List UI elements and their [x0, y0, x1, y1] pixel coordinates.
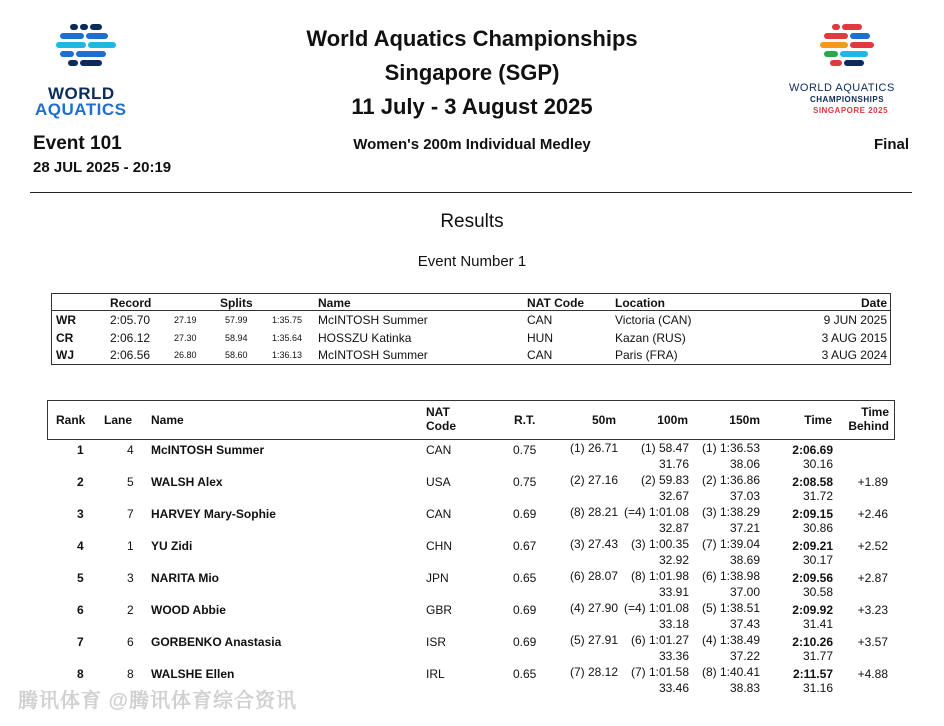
result-m50: (4) 27.90 [569, 601, 618, 615]
records-header-name: Name [318, 296, 351, 310]
record-s3: 1:35.64 [272, 333, 303, 343]
result-behind: +3.23 [857, 603, 888, 617]
record-s2: 58.94 [225, 333, 248, 343]
record-s3: 1:35.75 [272, 315, 303, 325]
result-nat: GBR [426, 603, 453, 617]
col-time: Time [804, 413, 832, 427]
result-lane: 5 [127, 475, 134, 489]
logo-text-championships: CHAMPIONSHIPS [810, 95, 885, 104]
event-name: Women's 200m Individual Medley [353, 136, 591, 153]
result-sptime: 30.86 [802, 521, 833, 535]
result-lane: 1 [127, 539, 134, 553]
result-nat: CHN [426, 539, 452, 553]
record-date: 9 JUN 2025 [823, 313, 887, 327]
result-rank: 6 [77, 603, 84, 617]
record-time: 2:06.12 [110, 331, 151, 345]
result-time: 2:10.26 [792, 635, 833, 649]
result-sp100: 32.67 [658, 489, 689, 503]
result-m50: (5) 27.91 [569, 633, 618, 647]
result-lane: 7 [127, 507, 134, 521]
record-nat: CAN [527, 348, 553, 362]
title-location: Singapore (SGP) [384, 60, 560, 85]
result-name: NARITA Mio [151, 571, 219, 585]
result-rank: 5 [77, 571, 84, 585]
record-s2: 58.60 [225, 350, 248, 360]
logo-text-aquatics: AQUATICS [35, 100, 127, 119]
result-m50: (7) 28.12 [569, 665, 618, 679]
result-m150: (7) 1:39.04 [701, 537, 760, 551]
record-date: 3 AUG 2015 [821, 331, 887, 345]
result-time: 2:09.21 [792, 539, 833, 553]
result-nat: CAN [426, 507, 452, 521]
result-lane: 2 [127, 603, 134, 617]
result-row [47, 633, 895, 665]
result-sp150: 38.06 [729, 457, 760, 471]
result-m100: (=4) 1:01.08 [623, 601, 689, 615]
result-behind: +2.46 [857, 507, 888, 521]
result-row [47, 441, 895, 473]
record-name: McINTOSH Summer [318, 313, 428, 327]
results-title: Results [440, 211, 504, 232]
results-header [47, 400, 895, 440]
result-row [47, 505, 895, 537]
result-rt: 0.69 [513, 603, 537, 617]
logo-text-world-aquatics: WORLD AQUATICS [789, 82, 895, 94]
col-rt: R.T. [514, 413, 536, 427]
result-name: YU Zidi [151, 539, 193, 553]
result-row [47, 537, 895, 569]
result-nat: JPN [426, 571, 449, 585]
result-sptime: 30.17 [802, 553, 833, 567]
col-name: Name [151, 413, 184, 427]
event-datetime: 28 JUL 2025 - 20:19 [33, 159, 172, 176]
result-rt: 0.75 [513, 475, 537, 489]
result-sp100: 33.18 [658, 617, 689, 631]
result-nat: USA [426, 475, 451, 489]
col-150m: 150m [729, 413, 760, 427]
result-sptime: 31.77 [802, 649, 833, 663]
records-header-location: Location [615, 296, 665, 310]
result-m50: (6) 28.07 [569, 569, 618, 583]
records-table [51, 293, 891, 365]
result-row [47, 569, 895, 601]
result-rt: 0.65 [513, 667, 537, 681]
result-time: 2:09.92 [792, 603, 833, 617]
record-s1: 26.80 [174, 350, 197, 360]
col-50m: 50m [591, 413, 616, 427]
result-sp150: 37.00 [729, 585, 760, 599]
col-nat-line2: Code [426, 419, 456, 433]
result-behind: +3.57 [857, 635, 888, 649]
result-rank: 7 [77, 635, 84, 649]
result-sptime: 31.72 [802, 489, 833, 503]
records-header-date: Date [860, 296, 887, 310]
result-rank: 3 [77, 507, 84, 521]
result-sp150: 37.22 [729, 649, 760, 663]
result-m100: (1) 58.47 [640, 441, 689, 455]
record-time: 2:06.56 [110, 348, 151, 362]
col-nat-line1: NAT [426, 405, 450, 419]
record-type: CR [56, 331, 74, 345]
record-location: Victoria (CAN) [615, 313, 692, 327]
result-time: 2:09.15 [792, 507, 833, 521]
records-header-splits: Splits [220, 296, 253, 310]
result-sptime: 30.58 [802, 585, 833, 599]
result-time: 2:11.57 [792, 667, 833, 681]
record-nat: HUN [527, 331, 553, 345]
result-behind: +2.52 [857, 539, 888, 553]
result-m100: (6) 1:01.27 [630, 633, 689, 647]
result-m150: (6) 1:38.98 [701, 569, 760, 583]
record-date: 3 AUG 2024 [821, 348, 887, 362]
result-time: 2:06.69 [792, 443, 833, 457]
result-sp100: 31.76 [658, 457, 689, 471]
result-m50: (3) 27.43 [569, 537, 618, 551]
result-sp100: 33.36 [658, 649, 689, 663]
result-sp150: 37.43 [729, 617, 760, 631]
result-nat: ISR [426, 635, 447, 649]
result-sptime: 31.16 [802, 681, 833, 695]
result-m150: (8) 1:40.41 [701, 665, 760, 679]
result-rt: 0.69 [513, 635, 537, 649]
result-sp150: 38.83 [729, 681, 760, 695]
result-m50: (8) 28.21 [569, 505, 618, 519]
result-m100: (7) 1:01.58 [630, 665, 689, 679]
logo-text-world: WORLD [48, 84, 115, 103]
col-behind-line2: Behind [848, 419, 889, 433]
result-sp150: 38.69 [729, 553, 760, 567]
result-behind: +4.88 [857, 667, 888, 681]
result-lane: 6 [127, 635, 134, 649]
result-rt: 0.65 [513, 571, 537, 585]
result-m100: (3) 1:00.35 [630, 537, 689, 551]
header-divider [30, 192, 912, 193]
result-behind: +2.87 [857, 571, 888, 585]
result-sp100: 33.91 [658, 585, 689, 599]
result-rank: 2 [77, 475, 84, 489]
result-name: HARVEY Mary-Sophie [151, 507, 276, 521]
result-rank: 8 [77, 667, 84, 681]
record-name: McINTOSH Summer [318, 348, 428, 362]
result-rt: 0.75 [513, 443, 537, 457]
title-championships: World Aquatics Championships [306, 26, 638, 51]
event-phase: Final [873, 136, 909, 153]
watermark: 腾讯体育 @腾讯体育综合资讯 [18, 690, 298, 712]
result-m150: (3) 1:38.29 [701, 505, 760, 519]
result-m150: (2) 1:36.86 [701, 473, 760, 487]
col-100m: 100m [657, 413, 688, 427]
event-code: Event 101 [33, 133, 122, 154]
result-sptime: 30.16 [802, 457, 833, 471]
result-m50: (1) 26.71 [569, 441, 618, 455]
result-m150: (1) 1:36.53 [701, 441, 760, 455]
col-lane: Lane [104, 413, 133, 427]
records-header-record: Record [110, 296, 152, 310]
result-row [47, 473, 895, 505]
result-time: 2:08.58 [792, 475, 833, 489]
result-rank: 1 [77, 443, 84, 457]
event-number: Event Number 1 [417, 253, 527, 270]
result-lane: 3 [127, 571, 134, 585]
record-location: Paris (FRA) [615, 348, 678, 362]
result-m100: (2) 59.83 [640, 473, 689, 487]
result-nat: IRL [426, 667, 445, 681]
record-type: WR [56, 313, 76, 327]
col-behind-line1: Time [861, 405, 889, 419]
result-sp100: 32.87 [658, 521, 689, 535]
result-name: WALSH Alex [151, 475, 223, 489]
record-s2: 57.99 [225, 315, 248, 325]
result-sp100: 33.46 [658, 681, 689, 695]
col-rank: Rank [56, 413, 86, 427]
result-sp150: 37.21 [729, 521, 760, 535]
record-time: 2:05.70 [110, 313, 151, 327]
record-name: HOSSZU Katinka [318, 331, 412, 345]
result-name: McINTOSH Summer [151, 443, 265, 457]
result-rt: 0.69 [513, 507, 537, 521]
result-m50: (2) 27.16 [569, 473, 618, 487]
result-m150: (4) 1:38.49 [701, 633, 760, 647]
result-behind: +1.89 [857, 475, 888, 489]
record-s1: 27.19 [174, 315, 197, 325]
logo-text-singapore: SINGAPORE 2025 [813, 106, 889, 115]
result-m150: (5) 1:38.51 [701, 601, 760, 615]
result-rt: 0.67 [513, 539, 537, 553]
record-nat: CAN [527, 313, 553, 327]
result-name: WALSHE Ellen [151, 667, 235, 681]
result-row [47, 601, 895, 633]
result-sp100: 32.92 [658, 553, 689, 567]
result-lane: 4 [127, 443, 134, 457]
record-s3: 1:36.13 [272, 350, 303, 360]
result-lane: 8 [127, 667, 134, 681]
result-sp150: 37.03 [729, 489, 760, 503]
result-name: GORBENKO Anastasia [151, 635, 282, 649]
result-name: WOOD Abbie [151, 603, 226, 617]
record-location: Kazan (RUS) [615, 331, 686, 345]
title-dates: 11 July - 3 August 2025 [351, 94, 593, 119]
result-nat: CAN [426, 443, 452, 457]
record-s1: 27.30 [174, 333, 197, 343]
result-sptime: 31.41 [802, 617, 833, 631]
result-m100: (8) 1:01.98 [630, 569, 689, 583]
record-type: WJ [56, 348, 74, 362]
records-header-nat: NAT Code [527, 296, 585, 310]
result-time: 2:09.56 [792, 571, 833, 585]
result-rank: 4 [77, 539, 84, 553]
result-m100: (=4) 1:01.08 [623, 505, 689, 519]
